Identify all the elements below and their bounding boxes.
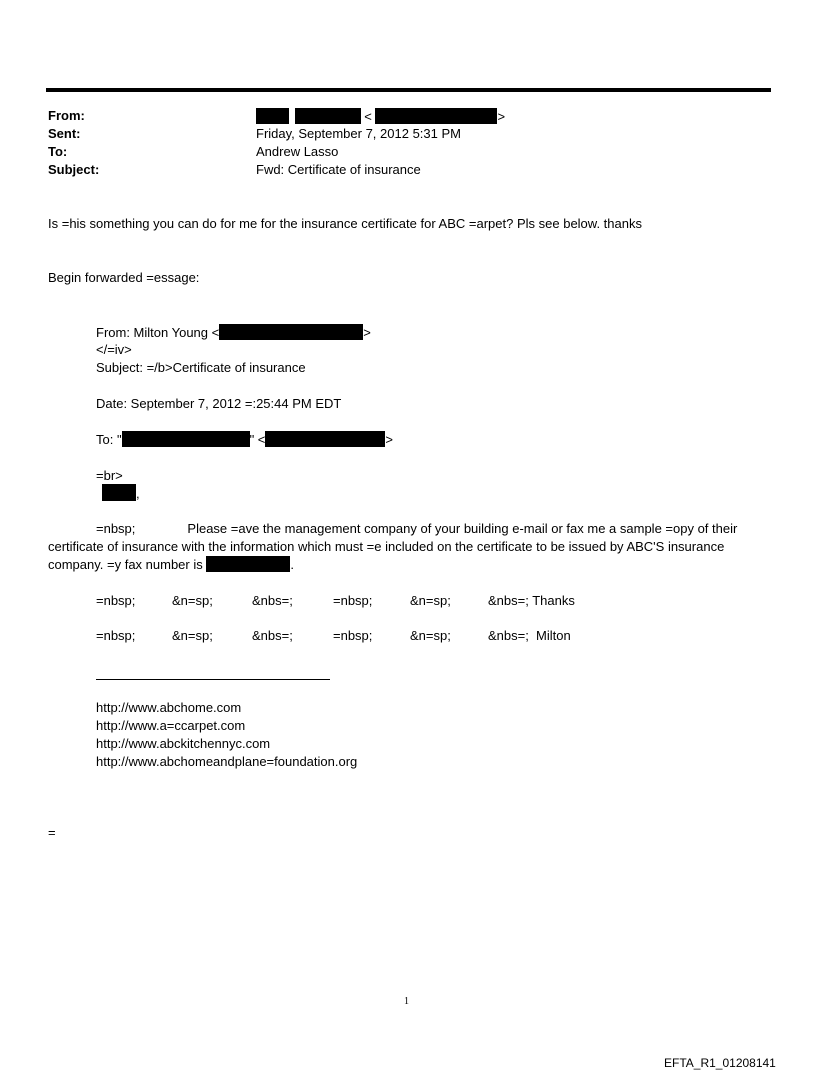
nbsp-cell: &n=sp;: [172, 593, 213, 608]
intro-text: Is =his something you can do for me for the insurance certificate for ABC =arpet? Pls see below. thanks: [48, 216, 642, 231]
fwd-to-prefix: To: ": [96, 432, 122, 447]
redaction-block: [122, 431, 250, 447]
link-abchome[interactable]: http://www.abchome.com: [96, 700, 242, 715]
thanks-cell: &nbs=; Thanks: [488, 593, 575, 608]
fwd-to-line: [96, 431, 393, 448]
salutation-comma: ,: [136, 486, 140, 501]
to-label: To:: [48, 144, 68, 159]
fwd-div-tag: </=iv>: [96, 342, 132, 357]
fwd-from-text: From: Milton Young <: [96, 325, 220, 340]
para-text: Please =ave the management company of your building e-mail or fax me a sample =opy of their certificate of insurance with the information which must =e included on the certificate to be issued by ABC'S insurance company. =y fax number is: [48, 521, 738, 572]
signature-cell: &nbs=; Milton: [488, 628, 571, 643]
link-foundation[interactable]: http://www.abchomeandplane=foundation.org: [96, 754, 358, 769]
fwd-subject: Subject: =/b>Certificate of insurance: [96, 360, 306, 375]
begin-forwarded: Begin forwarded =essage:: [48, 270, 200, 285]
nbsp-cell: =nbsp;: [333, 593, 373, 608]
para-lead: =nbsp;: [96, 521, 136, 536]
bates-number: EFTA_R1_01208141: [664, 1056, 776, 1070]
nbsp-cell: =nbsp;: [96, 628, 136, 643]
from-value: [256, 108, 505, 125]
salutation-line: [102, 484, 140, 502]
fwd-from-line: [96, 324, 371, 341]
fwd-date: Date: September 7, 2012 =:25:44 PM EDT: [96, 396, 342, 411]
sent-label: Sent:: [48, 126, 81, 141]
para-end: .: [290, 557, 294, 572]
redaction-block: [102, 484, 136, 501]
trailing-char: =: [48, 825, 56, 840]
redaction-block: [256, 108, 289, 124]
signature-divider: [96, 679, 330, 680]
nbsp-cell: &nbs=;: [252, 628, 293, 643]
link-abckitchen[interactable]: http://www.abckitchennyc.com: [96, 736, 271, 751]
nbsp-cell: &n=sp;: [172, 628, 213, 643]
subject-label: Subject:: [48, 162, 100, 177]
fwd-to-close: >: [385, 432, 393, 447]
redaction-block: [219, 324, 363, 340]
redaction-block: [265, 431, 385, 447]
from-label: From:: [48, 108, 85, 123]
from-close-bracket: >: [497, 109, 506, 124]
page-number: 1: [404, 996, 409, 1007]
redaction-block: [206, 556, 290, 572]
nbsp-cell: &n=sp;: [410, 593, 451, 608]
from-open-bracket: <: [364, 109, 372, 124]
fwd-to-mid: " <: [249, 432, 266, 447]
link-abccarpet[interactable]: http://www.a=ccarpet.com: [96, 718, 246, 733]
header-rule: [46, 88, 771, 92]
redaction-block: [375, 108, 497, 124]
redaction-block: [295, 108, 361, 124]
fwd-from-close: >: [363, 325, 371, 340]
nbsp-cell: =nbsp;: [96, 593, 136, 608]
br-tag: =br>: [96, 468, 123, 483]
to-value: Andrew Lasso: [256, 144, 339, 159]
nbsp-cell: =nbsp;: [333, 628, 373, 643]
nbsp-cell: &n=sp;: [410, 628, 451, 643]
subject-value: Fwd: Certificate of insurance: [256, 162, 421, 177]
sent-value: Friday, September 7, 2012 5:31 PM: [256, 126, 461, 141]
nbsp-cell: &nbs=;: [252, 593, 293, 608]
request-paragraph: [48, 520, 764, 574]
